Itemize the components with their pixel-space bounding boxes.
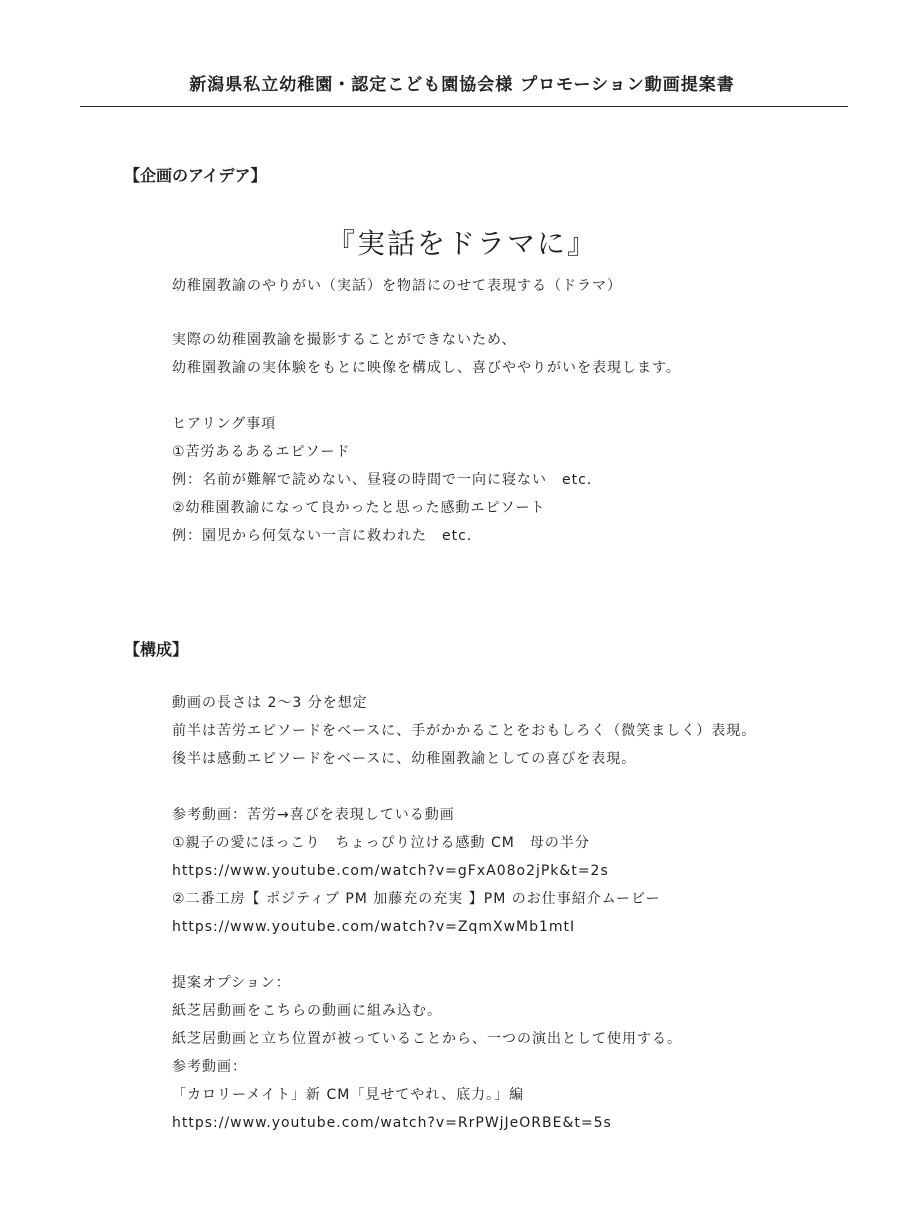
idea-line: 実際の幼稚園教諭を撮影することができないため、	[172, 332, 517, 348]
reference-video-title: ①親子の愛にほっこり ちょっぴり泣ける感動 CM 母の半分	[172, 835, 590, 851]
reference-video-url: https://www.youtube.com/watch?v=ZqmXwMb1mtI	[172, 919, 576, 935]
composition-line: 動画の長さは 2〜3 分を想定	[172, 695, 368, 711]
reference-video-url: https://www.youtube.com/watch?v=gFxA08o2jPk&t=2s	[172, 863, 609, 879]
proposal-options-label: 提案オプション：	[172, 975, 291, 991]
idea-main-title: 『実話をドラマに』	[326, 227, 597, 260]
idea-section-heading: 【企画のアイデア】	[124, 166, 267, 185]
idea-line: 幼稚園教諭の実体験をもとに映像を構成し、喜びややりがいを表現します。	[172, 360, 681, 376]
hearing-item-example: 例：名前が難解で読めない、昼寝の時間で一向に寝ない etc.	[172, 472, 593, 488]
proposal-option-line: 紙芝居動画と立ち位置が被っていることから、一つの演出として使用する。	[172, 1031, 682, 1047]
composition-line: 前半は苦労エピソードをベースに、手がかかることをおもしろく（微笑ましく）表現。	[172, 723, 757, 739]
reference-videos-label: 参考動画：苦労→喜びを表現している動画	[172, 807, 455, 823]
hearing-items-label: ヒアリング事項	[172, 416, 277, 432]
reference-video-title: ②二番工房【 ポジティブ PM 加藤充の充実 】PM のお仕事紹介ムービー	[172, 891, 661, 907]
composition-section-heading: 【構成】	[124, 640, 189, 659]
header-divider	[80, 106, 848, 107]
reference-videos-label: 参考動画：	[172, 1059, 247, 1075]
document-header-title: 新潟県私立幼稚園・認定こども園協会様 プロモーション動画提案書	[189, 75, 735, 95]
hearing-item-example: 例：園児から何気ない一言に救われた etc.	[172, 528, 473, 544]
hearing-item: ②幼稚園教諭になって良かったと思った感動エピソート	[172, 500, 546, 516]
proposal-option-line: 紙芝居動画をこちらの動画に組み込む。	[172, 1003, 442, 1019]
reference-video-url: https://www.youtube.com/watch?v=RrPWjJeORBE&t=5s	[172, 1115, 612, 1131]
reference-video-title: 「カロリーメイト」新 CM「見せてやれ、底力。」編	[172, 1087, 525, 1103]
hearing-item: ①苦労あるあるエピソード	[172, 444, 351, 460]
composition-line: 後半は感動エピソードをベースに、幼稚園教諭としての喜びを表現。	[172, 751, 637, 767]
idea-line: 幼稚園教諭のやりがい（実話）を物語にのせて表現する（ドラマ）	[172, 278, 622, 294]
